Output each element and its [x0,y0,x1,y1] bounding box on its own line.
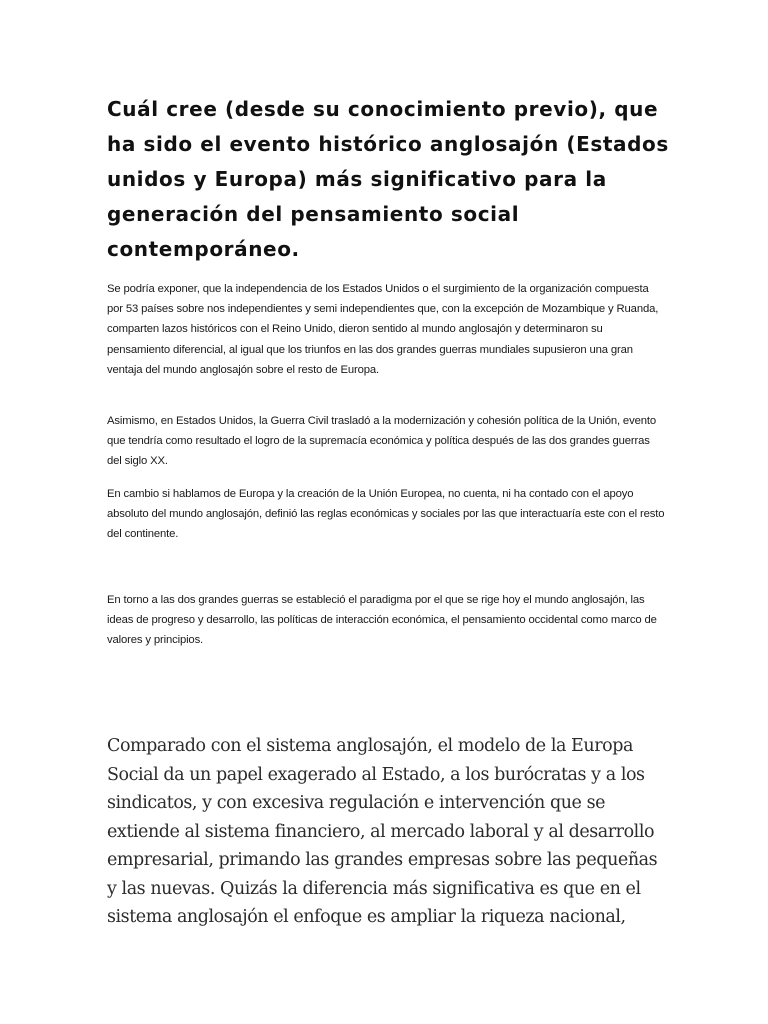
document-heading: Cuál cree (desde su conocimiento previo), que ha sido el evento histórico anglosajón (Estados unidos y Europa) más significativo para la generación del pensamiento social contemporáneo. [107,97,669,261]
quoted-paragraph: Comparado con el sistema anglosajón, el modelo de la Europa Social da un papel exagerado al Estado, a los burócratas y a los sindicatos, y con excesiva regulación e intervención que se extiende al sistema financiero, al mercado laboral y al desarrollo empresarial, primando las grandes empresas sobre las pequeñas y las nuevas. Quizás la diferencia más significativa es que en el sistema anglosajón el enfoque es ampliar la riqueza nacional, [107,736,658,927]
paragraph-4: En torno a las dos grandes guerras se estableció el paradigma por el que se rige hoy el mundo anglosajón, las ideas de progreso y desarrollo, las políticas de interacción económica, el pensamiento occidental como marco de valores y principios. [107,594,657,647]
paragraph-1: Se podría exponer, que la independencia de los Estados Unidos o el surgimiento de la organización compuesta por 53 países sobre nos independientes y semi independientes que, con la excepción de Mozambique y Ruanda, comparten lazos históricos con el Reino Unido, dieron sentido al mundo anglosajón y determinaron su pensamiento diferencial, al igual que los triunfos en las dos grandes guerras mundiales supusieron una gran ventaja del mundo anglosajón sobre el resto de Europa. [107,283,659,376]
paragraph-3: En cambio si hablamos de Europa y la creación de la Unión Europea, no cuenta, ni ha contado con el apoyo absoluto del mundo anglosajón, definió las reglas económicas y sociales por las que interactuaría este con el resto del continente. [107,488,665,541]
paragraph-2: Asimismo, en Estados Unidos, la Guerra Civil trasladó a la modernización y cohesión política de la Unión, evento que tendría como resultado el logro de la supremacía económica y política después de las dos grandes guerras del siglo XX. [107,415,656,468]
